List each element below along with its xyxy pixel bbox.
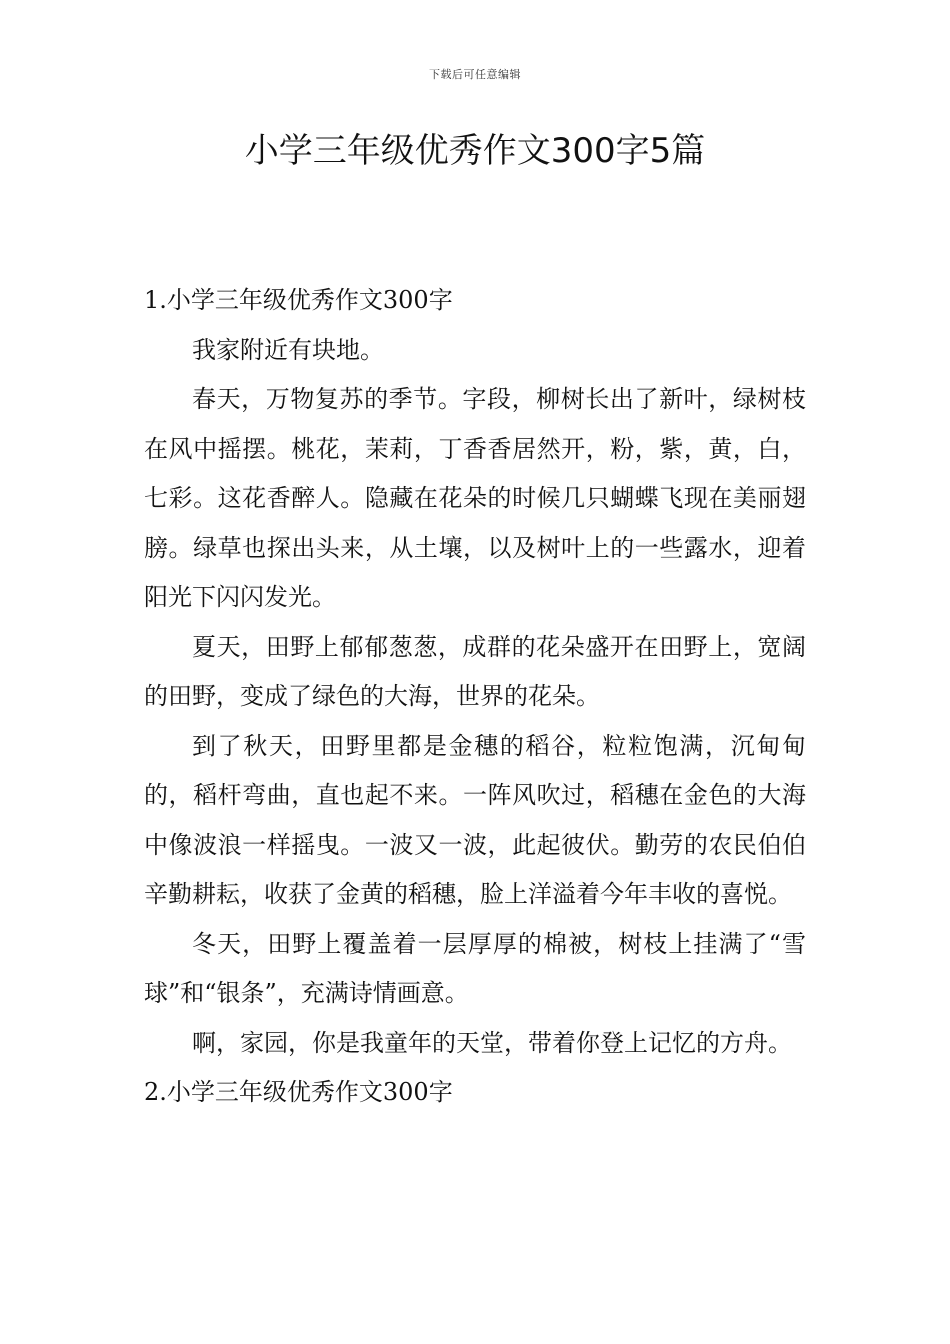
section-heading: 1.小学三年级优秀作文300字	[144, 286, 453, 314]
header-note: 下载后可任意编辑	[429, 68, 521, 81]
section-heading: 2.小学三年级优秀作文300字	[144, 1078, 453, 1106]
paragraph: 我家附近有块地。	[192, 335, 384, 364]
document-title: 小学三年级优秀作文300字5篇	[244, 131, 706, 171]
paragraph: 啊，家园，你是我童年的天堂，带着你登上记忆的方舟。	[192, 1028, 792, 1057]
paragraph: 春天，万物复苏的季节。字段，柳树长出了新叶，绿树枝在风中摇摆。桃花，茉莉，丁香香居然开，粉，紫，黄，白，七彩。这花香醉人。隐藏在花朵的时候几只蝴蝶飞现在美丽翅膀。绿草也探出头来，从土壤，以及树叶上的一些露水，迎着阳光下闪闪发光。	[144, 385, 806, 611]
paragraph: 夏天，田野上郁郁葱葱，成群的花朵盛开在田野上，宽阔的田野，变成了绿色的大海，世界的花朵。	[144, 632, 806, 710]
paragraph: 冬天，田野上覆盖着一层厚厚的棉被，树枝上挂满了“雪球”和“银条”，充满诗情画意。	[144, 929, 806, 1007]
paragraph: 到了秋天，田野里都是金穗的稻谷，粒粒饱满，沉甸甸的，稻杆弯曲，直也起不来。一阵风吹过，稻穗在金色的大海中像波浪一样摇曳。一波又一波，此起彼伏。勤劳的农民伯伯辛勤耕耘，收获了金黄的稻穗，脸上洋溢着今年丰收的喜悦。	[144, 731, 806, 908]
document-body	[144, 276, 806, 1118]
